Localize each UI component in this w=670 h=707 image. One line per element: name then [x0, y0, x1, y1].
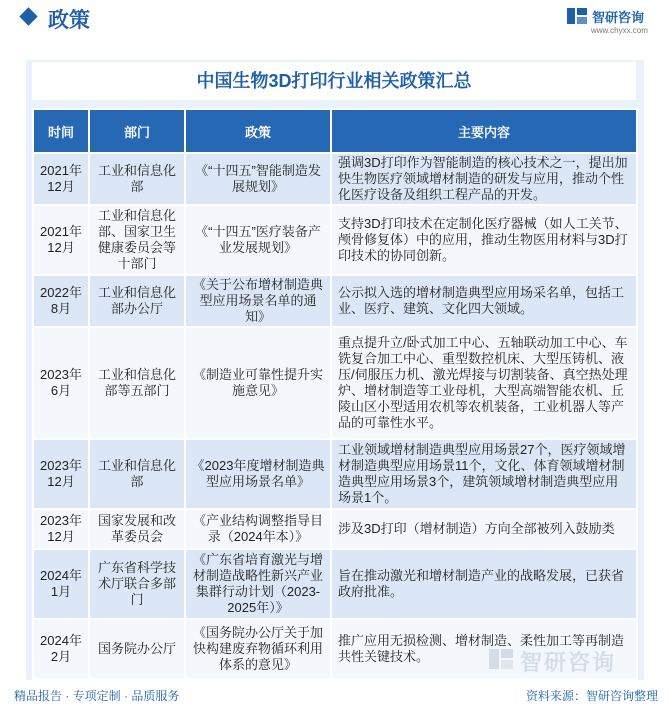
- column-header-content: 主要内容: [331, 109, 637, 153]
- cell-content: 支持3D打印技术在定制化医疗器械（如人工关节、颅骨修复体）中的应用，推动生物医用材料与3D打印技术的协同创新。: [331, 205, 637, 275]
- cell-content: 涉及3D打印（增材制造）方向全部被列入鼓励类: [331, 509, 637, 549]
- diamond-icon: [19, 7, 37, 25]
- cell-time: 2024年2月: [33, 619, 89, 679]
- cell-dept: 工业和信息化部办公厅: [89, 275, 185, 327]
- cell-policy: 《产业结构调整指导目录（2024年本）》: [185, 509, 331, 549]
- table-row: [33, 275, 637, 327]
- brand-logo-icon: [566, 6, 588, 26]
- cell-policy: 《“十四五”医疗装备产业发展规划》: [185, 205, 331, 275]
- table-row: [33, 509, 637, 549]
- cell-policy: 《关于公布增材制造典型应用场景名单的通知》: [185, 275, 331, 327]
- table-row: [33, 549, 637, 619]
- cell-content: 旨在推动激光和增材制造产业的战略发展，已获省政府批准。: [331, 549, 637, 619]
- watermark-logo-icon: [488, 646, 514, 672]
- cell-time: 2021年12月: [33, 205, 89, 275]
- brand-url: www.chyxx.com: [591, 26, 648, 35]
- cell-dept: 工业和信息化部: [89, 439, 185, 509]
- policy-table: [32, 108, 638, 680]
- cell-content: 公示拟入选的增材制造典型应用场采名单，包括工业、医疗、建筑、文化四大领域。: [331, 275, 637, 327]
- cell-dept: 工业和信息化部: [89, 153, 185, 205]
- cell-time: 2023年12月: [33, 439, 89, 509]
- table-row: [33, 327, 637, 439]
- table-row: [33, 153, 637, 205]
- column-header-policy: 政策: [185, 109, 331, 153]
- table-header-row: [33, 109, 637, 153]
- watermark-text: 智研咨询: [520, 650, 617, 675]
- cell-policy: 《广东省培育激光与增材制造战略性新兴产业集群行动计划（2023-2025年）》: [185, 549, 331, 619]
- cell-dept: 国务院办公厅: [89, 619, 185, 679]
- cell-time: 2021年12月: [33, 153, 89, 205]
- cell-dept: 广东省科学技术厅联合多部门: [89, 549, 185, 619]
- brand-name: 智研咨询: [592, 10, 645, 25]
- cell-content: 强调3D打印作为智能制造的核心技术之一，提出加快生物医疗领域增材制造的研发与应用，推动个性化医疗设备及组织工程产品的开发。: [331, 153, 637, 205]
- page-footer: [0, 684, 670, 707]
- cell-time: 2024年1月: [33, 549, 89, 619]
- table-title: 中国生物3D打印行业相关政策汇总: [196, 71, 472, 91]
- cell-content: 重点提升立/卧式加工中心、五轴联动加工中心、车铣复合加工中心、重型数控机床、大型压铸机、液压/伺服压力机、激光焊接与切割装备、真空热处理炉、增材制造等工业母机，大型高端智能农机、丘陵山区小型适用农机等农机装备，工业机器人等产品的可靠性水平。: [331, 327, 637, 439]
- cell-policy: 《2023年度增材制造典型应用场景名单》: [185, 439, 331, 509]
- cell-policy: 《“十四五”智能制造发展规划》: [185, 153, 331, 205]
- cell-policy: 《国务院办公厅关于加快构建废弃物循环利用体系的意见》: [185, 619, 331, 679]
- footer-source: 资料来源：智研咨询整理: [525, 689, 658, 703]
- cell-time: 2023年6月: [33, 327, 89, 439]
- section-title: 政策: [48, 9, 90, 32]
- cell-dept: 工业和信息化部等五部门: [89, 327, 185, 439]
- cell-policy: 《制造业可靠性提升实施意见》: [185, 327, 331, 439]
- footer-tagline: 精品报告 · 专项定制 · 品质服务: [14, 689, 180, 703]
- column-header-time: 时间: [33, 109, 89, 153]
- watermark: [488, 644, 658, 678]
- table-title-box: [32, 62, 636, 100]
- cell-time: 2023年12月: [33, 509, 89, 549]
- column-header-dept: 部门: [89, 109, 185, 153]
- page-header: [0, 0, 670, 40]
- table-row: [33, 205, 637, 275]
- cell-dept: 工业和信息化部、国家卫生健康委员会等十部门: [89, 205, 185, 275]
- cell-content: 工业领域增材制造典型应用场景27个，医疗领域增材制造典型应用场景11个，文化、体育领域增材制造典型应用场景3个，建筑领域增材制造典型应用场景1个。: [331, 439, 637, 509]
- cell-content: 推广应用无损检测、增材制造、柔性加工等再制造共性关键技术。: [331, 619, 637, 679]
- cell-dept: 国家发展和改革委员会: [89, 509, 185, 549]
- cell-time: 2022年8月: [33, 275, 89, 327]
- table-row: [33, 439, 637, 509]
